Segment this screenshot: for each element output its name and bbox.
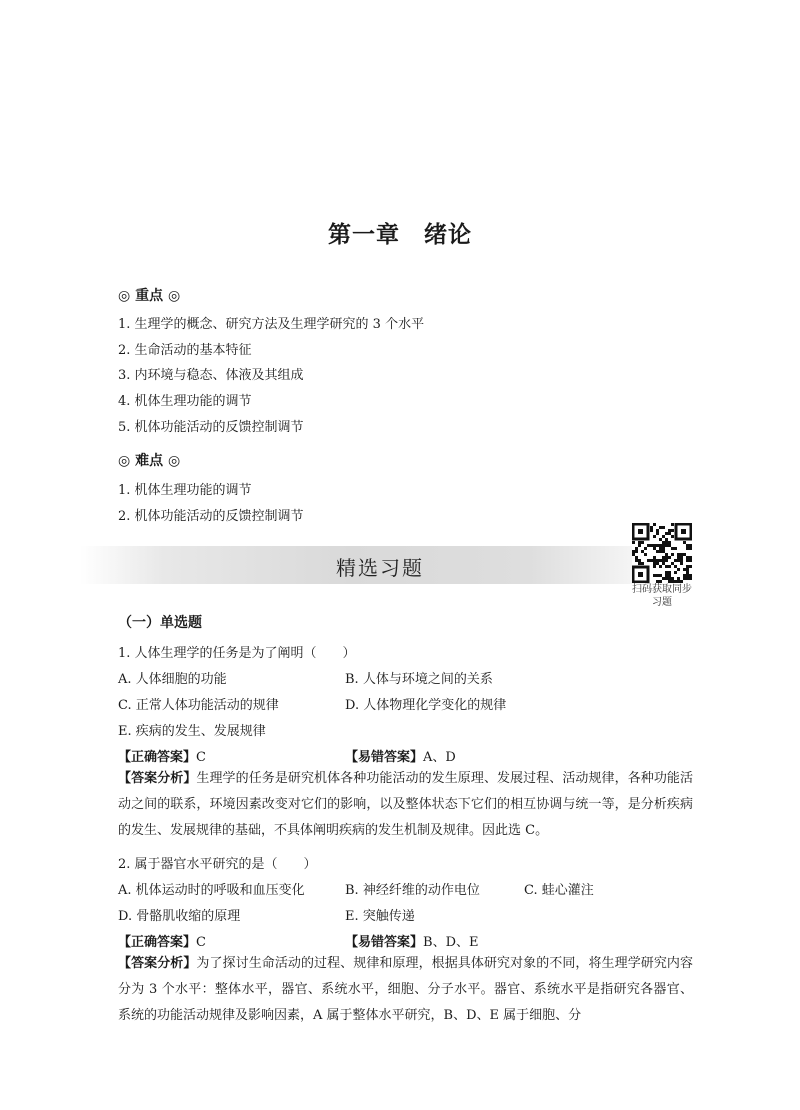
q2-analysis-label: 【答案分析】 [118, 956, 197, 971]
question-1-stem: 1. 人体生理学的任务是为了阐明（ ） [118, 646, 356, 661]
chapter-title: 第一章 绪论 [328, 221, 472, 248]
key-point-item: 3. 内环境与稳态、体液及其组成 [118, 368, 304, 383]
q1-option-c: C. 正常人体功能活动的规律 [118, 698, 279, 713]
section-single-choice: （一）单选题 [118, 615, 202, 631]
q2-analysis [118, 951, 693, 1029]
question-2-stem: 2. 属于器官水平研究的是（ ） [118, 857, 317, 872]
q1-correct-label: 【正确答案】 [118, 750, 197, 765]
q2-option-c: C. 蛙心灌注 [524, 883, 594, 898]
q2-correct-value: C [196, 935, 206, 950]
qr-caption: 扫码获取同步习题 [632, 584, 692, 608]
q2-wrong-label: 【易错答案】 [345, 935, 424, 950]
key-point-item: 1. 生理学的概念、研究方法及生理学研究的 3 个水平 [118, 317, 425, 332]
q2-option-e: E. 突触传递 [345, 909, 415, 924]
q1-analysis [118, 766, 693, 844]
q1-correct-value: C [196, 750, 206, 765]
q2-option-b: B. 神经纤维的动作电位 [345, 883, 480, 898]
q1-option-a: A. 人体细胞的功能 [118, 672, 227, 687]
banner-title: 精选习题 [336, 556, 424, 580]
q2-option-d: D. 骨骼肌收缩的原理 [118, 909, 241, 924]
difficult-point-item: 2. 机体功能活动的反馈控制调节 [118, 509, 304, 524]
q1-analysis-text: 生理学的任务是研究机体各种功能活动的发生原理、发展过程、活动规律，各种功能活动之间的联系，环境因素改变对它们的影响，以及整体状态下它们的相互协调与统一等，是分析疾病的发生、发展规律的基础，不具体阐明疾病的发生机制及规律。因此选 C。 [118, 771, 693, 838]
q2-correct-label: 【正确答案】 [118, 935, 197, 950]
key-points-heading: ◎ 重点 ◎ [118, 288, 181, 304]
q1-wrong-answer [345, 746, 456, 765]
q2-wrong-value: B、D、E [423, 935, 479, 950]
q2-correct-answer [118, 931, 206, 950]
q1-option-d: D. 人体物理化学变化的规律 [345, 698, 507, 713]
difficult-point-item: 1. 机体生理功能的调节 [118, 483, 252, 498]
q1-wrong-label: 【易错答案】 [345, 750, 424, 765]
key-point-item: 5. 机体功能活动的反馈控制调节 [118, 420, 304, 435]
q2-analysis-text: 为了探讨生命活动的过程、规律和原理，根据具体研究对象的不同，将生理学研究内容分为 3 个水平：整体水平，器官、系统水平，细胞、分子水平。器官、系统水平是指研究各器官、系统的功能活动规律及影响因素，A 属于整体水平研究，B、D、E 属于细胞、分 [118, 956, 693, 1023]
q1-option-b: B. 人体与环境之间的关系 [345, 672, 493, 687]
difficult-points-heading: ◎ 难点 ◎ [118, 453, 181, 469]
q1-option-e: E. 疾病的发生、发展规律 [118, 724, 266, 739]
key-point-item: 4. 机体生理功能的调节 [118, 394, 252, 409]
q1-analysis-label: 【答案分析】 [118, 771, 197, 786]
qr-code-icon[interactable] [632, 523, 692, 583]
q1-wrong-value: A、D [423, 750, 456, 765]
q2-option-a: A. 机体运动时的呼吸和血压变化 [118, 883, 305, 898]
q2-wrong-answer [345, 931, 478, 950]
q1-correct-answer [118, 746, 206, 765]
key-point-item: 2. 生命活动的基本特征 [118, 343, 252, 358]
